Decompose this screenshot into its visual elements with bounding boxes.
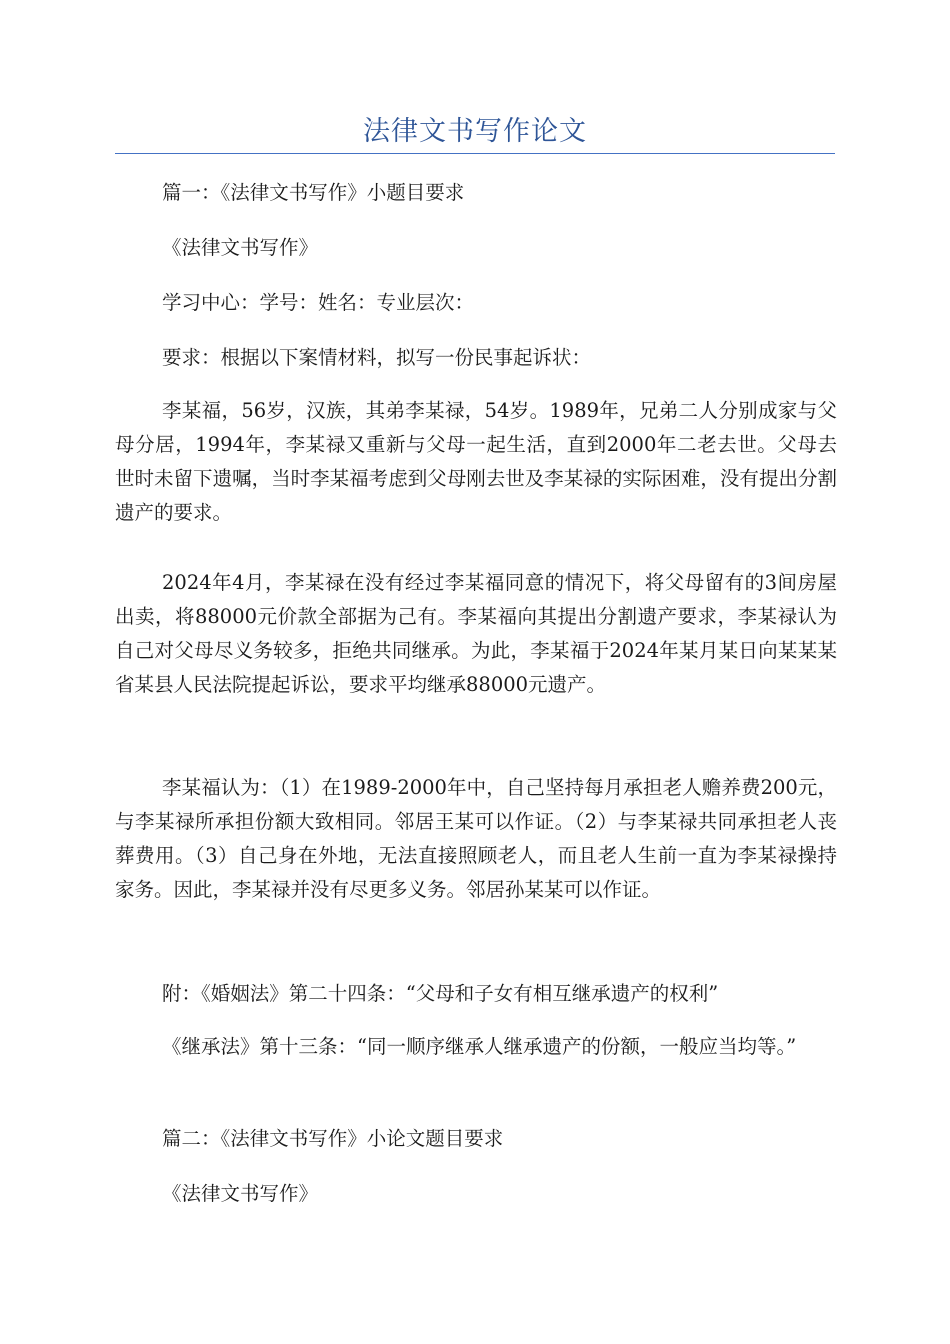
paragraph-section-two-heading: 篇二：《法律文书写作》小论文题目要求 [162, 1127, 504, 1150]
paragraph-student-info: 学习中心：学号：姓名：专业层次： [162, 291, 475, 314]
paragraph-case-background: 李某福，56岁，汉族，其弟李某禄，54岁。1989年，兄弟二人分别成家与父母分居，1994年，李某禄又重新与父母一起生活，直到2000年二老去世。父母去世时未留下遗嘱，当时李某福考虑到父母刚去世及李某禄的实际困难，没有提出分割遗产的要求。 [115, 399, 837, 524]
paragraph-inheritance-law-article: 《继承法》第十三条：“同一顺序继承人继承遗产的份额，一般应当均等。” [162, 1035, 797, 1058]
paragraph-marriage-law-article: 附：《婚姻法》第二十四条：“父母和子女有相互继承遗产的权利” [162, 982, 719, 1005]
paragraph-case-dispute: 2024年4月，李某禄在没有经过李某福同意的情况下，将父母留有的3间房屋出卖，将88000元价款全部据为己有。李某福向其提出分割遗产要求，李某禄认为自己对父母尽义务较多，拒绝共同继承。为此，李某福于2024年某月某日向某某某省某县人民法院提起诉讼，要求平均继承88000元遗产。 [115, 571, 837, 696]
paragraph-section-one-heading: 篇一：《法律文书写作》小题目要求 [162, 181, 465, 204]
paragraph-plaintiff-claims: 李某福认为：（1）在1989-2000年中，自己坚持每月承担老人赡养费200元，与李某禄所承担份额大致相同。邻居王某可以作证。（2）与李某禄共同承担老人丧葬费用。（3）自己身在外地，无法直接照顾老人，而且老人生前一直为李某禄操持家务。因此，李某禄并没有尽更多义务。邻居孙某某可以作证。 [115, 776, 837, 901]
paragraph-course-title-2: 《法律文书写作》 [162, 1182, 319, 1205]
document-title: 法律文书写作论文 [363, 116, 587, 147]
title-underline [115, 153, 835, 154]
paragraph-requirement: 要求：根据以下案情材料，拟写一份民事起诉状： [162, 346, 592, 369]
paragraph-course-title: 《法律文书写作》 [162, 236, 319, 259]
